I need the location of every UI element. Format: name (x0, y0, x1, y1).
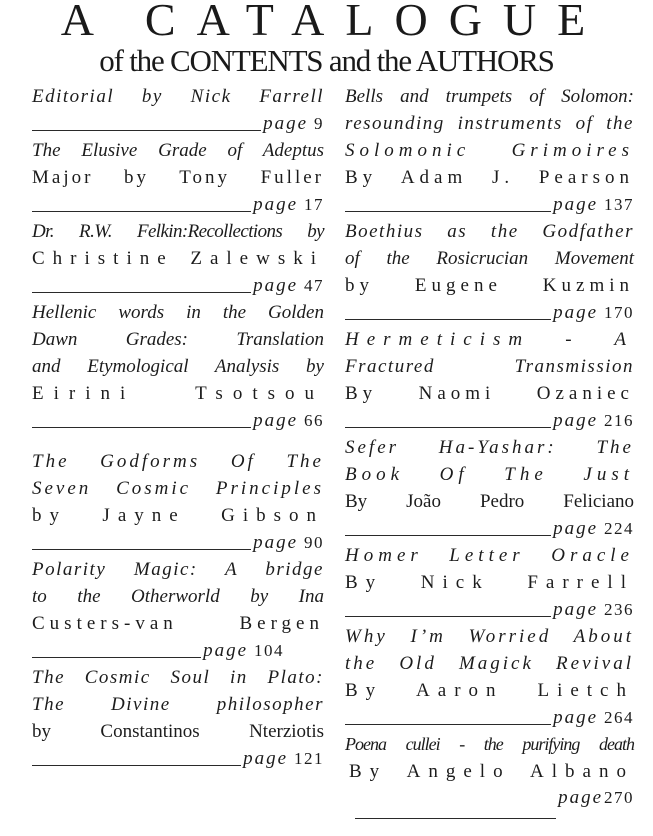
entry-title-line: and Etymological Analysis by (32, 356, 324, 377)
page-number: 270 (604, 788, 634, 807)
leader-rule (345, 724, 551, 725)
page-reference (32, 272, 324, 299)
entry-author-line: by Jayne Gibson (32, 505, 324, 526)
entry-author-line: By Naomi Ozaniec (345, 383, 634, 404)
page-number: 170 (604, 303, 634, 322)
toc-entry-hermeticism[interactable] (345, 326, 634, 434)
page-label: page (558, 787, 603, 808)
catalogue-title: A CATALOGUE (60, 0, 607, 45)
page-number: 224 (604, 519, 634, 538)
page-reference (345, 596, 634, 623)
entry-title-line: the Old Magick Revival (345, 653, 634, 674)
contents-column-right (345, 83, 634, 819)
page-label: page (553, 707, 598, 728)
entry-title-line: of the Rosicrucian Movement (345, 248, 634, 269)
page-number: 9 (314, 114, 324, 133)
entry-title-line: Dawn Grades: Translation (32, 329, 324, 350)
entry-author-line: by Constantinos Nterziotis (32, 721, 324, 742)
leader-rule (345, 535, 551, 536)
entry-author-line: By Angelo Albano (349, 761, 634, 782)
entry-author-line: By João Pedro Feliciano (345, 491, 634, 512)
leader-rule (32, 765, 241, 766)
toc-entry-poena-cullei[interactable] (345, 731, 634, 819)
entry-title-line: Seven Cosmic Principles (32, 478, 324, 499)
entry-author-line: By Aaron Lietch (345, 680, 634, 701)
entry-title-line: The Elusive Grade of Adeptus (32, 140, 324, 161)
page-reference (345, 299, 634, 326)
toc-entry-godforms[interactable] (32, 448, 324, 556)
page-label: page (263, 113, 308, 134)
entry-title-line: Dr. R.W. Felkin:Recollections by (32, 221, 324, 242)
entry-title-line: Book Of The Just (345, 464, 634, 485)
page-number: 17 (304, 195, 324, 214)
toc-entry-homer-letter-oracle[interactable] (345, 542, 634, 623)
page-label: page (553, 518, 598, 539)
toc-entry-hellenic-words[interactable] (32, 299, 324, 434)
leader-rule (32, 211, 251, 212)
entry-title-line: Fractured Transmission (345, 356, 634, 377)
entry-title-line: Why I’m Worried About (345, 626, 634, 647)
page-reference (345, 515, 634, 542)
entry-author-line: By Adam J. Pearson (345, 167, 634, 188)
page-reference (345, 407, 634, 434)
entry-title-line: Sefer Ha-Yashar: The (345, 437, 634, 458)
entry-title-line: Solomonic Grimoires (345, 140, 634, 161)
leader-rule (32, 292, 251, 293)
page-number: 236 (604, 600, 634, 619)
page-reference (32, 745, 324, 772)
entry-author-line: by Eugene Kuzmin (345, 275, 634, 296)
entry-title-line: Editorial by Nick Farrell (32, 86, 324, 107)
entry-title-line: Hermeticism - A (345, 329, 634, 350)
leader-rule (345, 616, 551, 617)
page-label: page (253, 410, 298, 431)
entry-author-line: By Nick Farrell (345, 572, 634, 593)
page-number: 66 (304, 411, 324, 430)
page-reference (345, 785, 634, 819)
toc-entry-adeptus-major[interactable] (32, 137, 324, 218)
page-number: 104 (254, 641, 284, 660)
page-label: page (553, 599, 598, 620)
entry-author-line: Christine Zalewski (32, 248, 324, 269)
page-label: page (253, 275, 298, 296)
leader-rule (32, 549, 251, 550)
toc-entry-editorial[interactable] (32, 83, 324, 137)
entry-title-line: Poena cullei - the purifying death (345, 734, 634, 754)
page-reference (32, 637, 324, 664)
entry-title-line: to the Otherworld by Ina (32, 586, 324, 607)
entry-title-line: The Cosmic Soul in Plato: (32, 667, 324, 688)
entry-title-line: resounding instruments of the (345, 113, 634, 134)
page-number: 216 (604, 411, 634, 430)
page-label: page (253, 532, 298, 553)
catalogue-subtitle: of the CONTENTS and the AUTHORS (99, 43, 554, 78)
page-reference (345, 191, 634, 218)
page-number: 264 (604, 708, 634, 727)
entry-title-line: Boethius as the Godfather (345, 221, 634, 242)
entry-author-line: Custers-van Bergen (32, 613, 324, 634)
leader-rule (345, 427, 551, 428)
page-reference (32, 407, 324, 434)
entry-author-line: Eirini Tsotsou (32, 383, 324, 404)
toc-entry-felkin[interactable] (32, 218, 324, 299)
page-label: page (253, 194, 298, 215)
page-reference (32, 529, 324, 556)
page-number: 90 (304, 533, 324, 552)
toc-entry-old-magick-revival[interactable] (345, 623, 634, 731)
toc-entry-boethius[interactable] (345, 218, 634, 326)
toc-entry-sefer-ha-yashar[interactable] (345, 434, 634, 542)
contents-column-left (32, 83, 324, 772)
leader-rule (355, 818, 556, 819)
page-label: page (553, 194, 598, 215)
page-label: page (203, 640, 248, 661)
leader-rule (32, 657, 201, 658)
page-reference (345, 704, 634, 731)
toc-entry-bells-trumpets[interactable] (345, 83, 634, 218)
leader-rule (345, 319, 551, 320)
entry-title-line: Bells and trumpets of Solomon: (345, 86, 634, 107)
leader-rule (32, 427, 251, 428)
entry-title-line: The Godforms Of The (32, 451, 324, 472)
page-reference (32, 110, 324, 137)
leader-rule (32, 130, 261, 131)
entry-author-line: Major by Tony Fuller (32, 167, 324, 188)
entry-title-line: Homer Letter Oracle (345, 545, 634, 566)
page-number: 47 (304, 276, 324, 295)
toc-entry-polarity-magic[interactable] (32, 556, 324, 664)
leader-rule (345, 211, 551, 212)
page-label: page (553, 302, 598, 323)
entry-title-line: The Divine philosopher (32, 694, 324, 715)
page-number: 137 (604, 195, 634, 214)
entry-title-line: Hellenic words in the Golden (32, 302, 324, 323)
page-label: page (553, 410, 598, 431)
toc-entry-cosmic-soul[interactable] (32, 664, 324, 772)
page-number: 121 (294, 749, 324, 768)
entry-title-line: Polarity Magic: A bridge (32, 559, 324, 580)
page-label: page (243, 748, 288, 769)
page-reference (32, 191, 324, 218)
